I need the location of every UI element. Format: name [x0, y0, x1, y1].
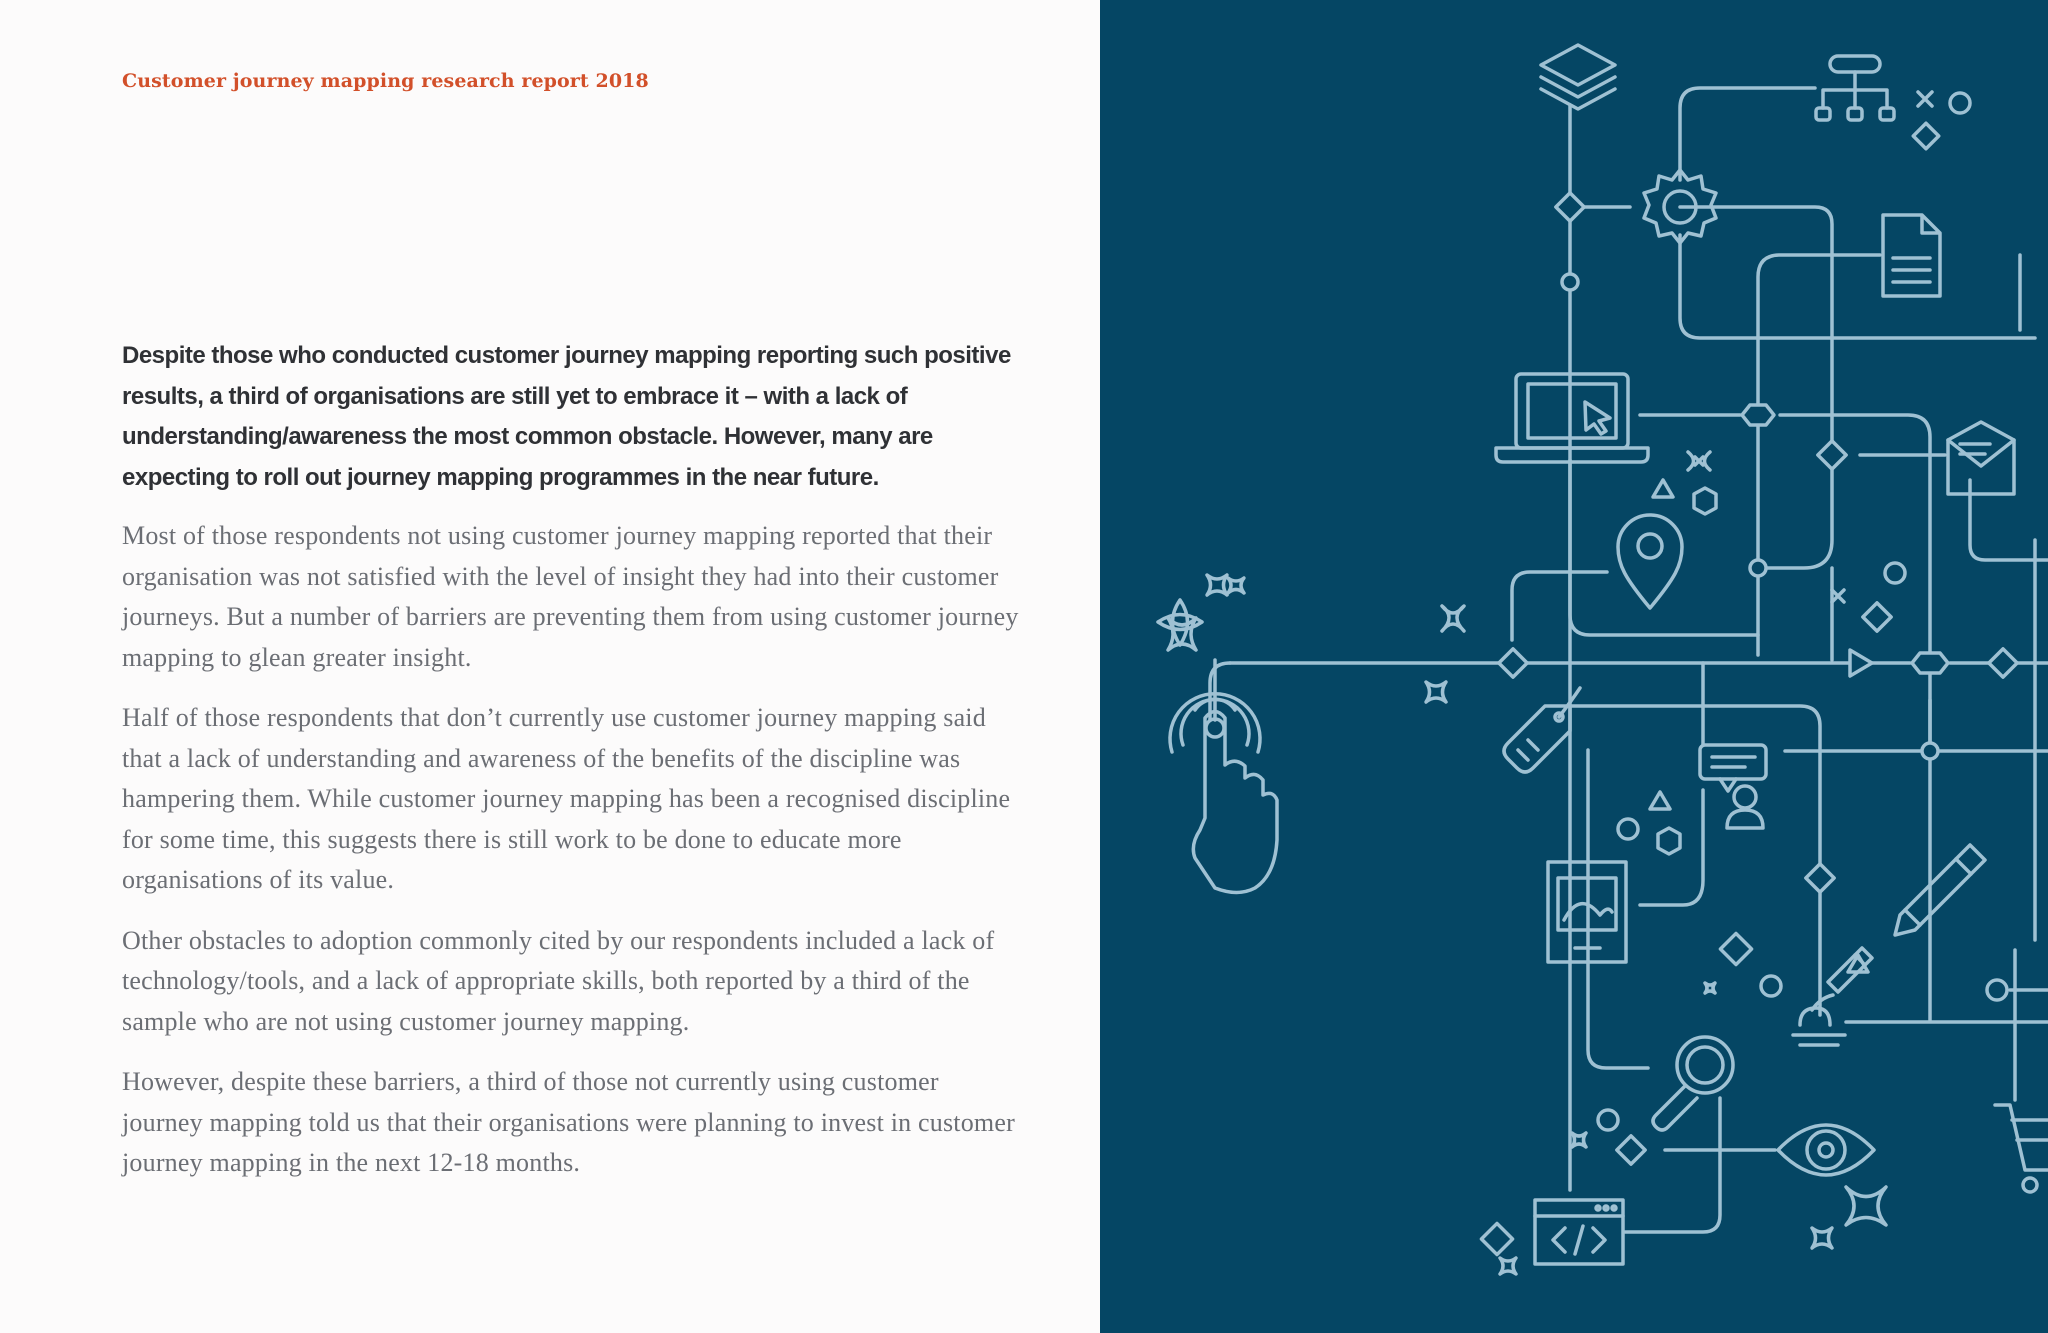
- shopping-cart-icon: [1995, 1105, 2048, 1192]
- small-shapes: [1653, 452, 1716, 514]
- journey-illustration-panel: [1100, 0, 2048, 1333]
- journey-network-illustration: [1100, 0, 2048, 1333]
- chat-user-icon: [1700, 745, 1766, 828]
- body-paragraph: Other obstacles to adoption commonly cited by our respondents included a lack of technology/tools, and a lack of appropriate skills, both reported by a third of the sample who are not using customer journey mapping.: [122, 925, 995, 1036]
- sparkle-shapes: [1812, 1187, 1886, 1248]
- body-paragraph: However, despite these barriers, a third of those not currently using customer journey mapping told us that their organisations were planning to invest in customer journey mapping in the next 12-18 months.: [122, 1067, 1015, 1177]
- small-shapes: [1572, 1110, 1645, 1164]
- lead-paragraph: Despite those who conducted customer journey mapping reporting such positive results, a third of organisations are still yet to embrace it – with a lack of understanding/awareness the most common obstacle. However, many are expecting to roll out journey mapping programmes in the near future.: [122, 342, 1011, 491]
- small-shapes: [1481, 1223, 1516, 1274]
- touch-hand-icon: [1170, 694, 1277, 893]
- small-shapes: [1913, 92, 1970, 149]
- sitemap-icon: [1816, 56, 1894, 120]
- layers-icon: [1541, 45, 1615, 109]
- microscope-icon: [1793, 948, 1872, 1045]
- laptop-cursor-icon: [1496, 374, 1648, 462]
- article-body: [122, 336, 1022, 1204]
- pencil-icon: [1895, 845, 1985, 935]
- code-window-icon: [1535, 1200, 1623, 1264]
- eye-icon: [1778, 1125, 1874, 1175]
- sparkle-shapes: [1158, 563, 1905, 702]
- envelope-icon: [1948, 422, 2014, 494]
- document-icon: [1883, 215, 1940, 296]
- body-paragraph: Most of those respondents not using customer journey mapping reported that their organisation was not satisfied with the level of insight they had into their customer journeys. But a number of barriers are preventing them from using customer journey mapping to glean greater insight.: [122, 521, 1019, 672]
- location-pin-icon: [1618, 515, 1682, 608]
- running-header: Customer journey mapping research report 2018: [122, 70, 649, 92]
- body-paragraph: Half of those respondents that don’t currently use customer journey mapping said that a lack of understanding and awareness of the benefits of the discipline was hampering them. While customer journey mapping has been a recognised discipline for some time, this suggests there is still work to be done to educate more organisations of its value.: [122, 703, 1011, 894]
- small-shapes: [1618, 792, 1680, 854]
